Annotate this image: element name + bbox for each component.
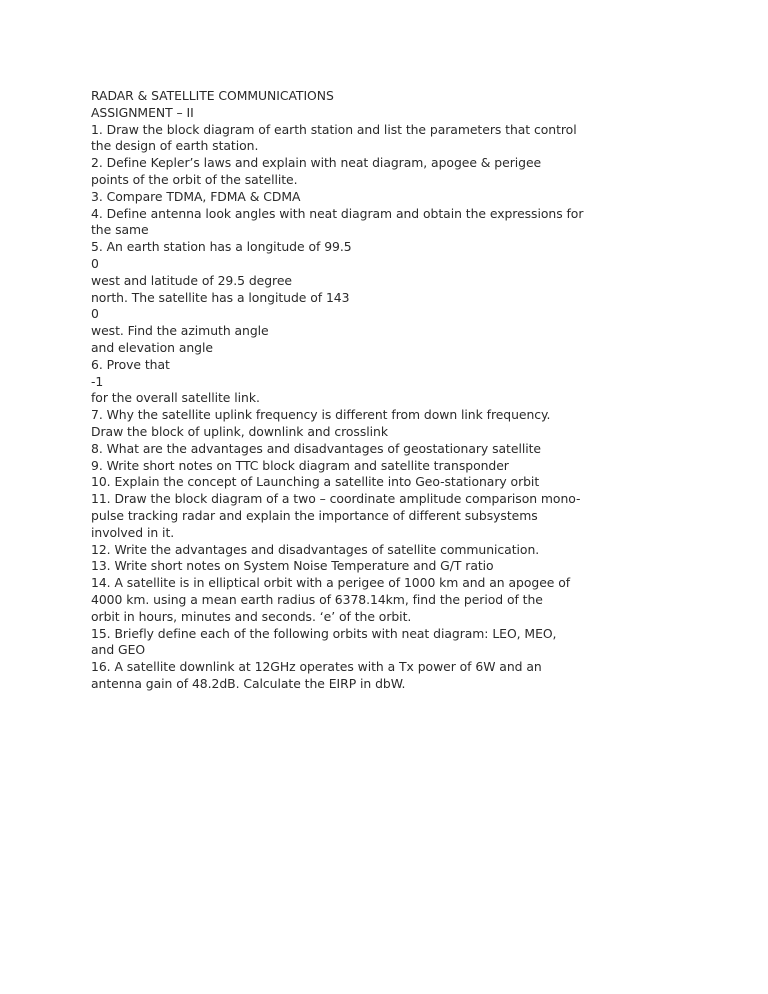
question-11-line-1: 11. Draw the block diagram of a two – coordinate amplitude comparison mono-: [91, 491, 581, 507]
question-5-line-6: west. Find the azimuth angle: [91, 323, 269, 339]
question-10: 10. Explain the concept of Launching a satellite into Geo-stationary orbit: [91, 474, 540, 490]
assignment-text: [91, 88, 611, 693]
question-5-line-5: 0: [91, 306, 99, 322]
question-14-line-1: 14. A satellite is in elliptical orbit with a perigee of 1000 km and an apogee of: [91, 575, 571, 591]
question-1-line-1: 1. Draw the block diagram of earth station and list the parameters that control: [91, 121, 577, 137]
question-12: 12. Write the advantages and disadvantages of satellite communication.: [91, 541, 540, 557]
question-14-line-2: 4000 km. using a mean earth radius of 6378.14km, find the period of the: [91, 591, 543, 607]
question-2-line-2: points of the orbit of the satellite.: [91, 171, 298, 187]
question-7-line-1: 7. Why the satellite uplink frequency is different from down link frequency.: [91, 407, 551, 423]
question-6-line-2: -1: [91, 373, 104, 389]
course-title: RADAR & SATELLITE COMMUNICATIONS: [91, 88, 334, 103]
question-5-line-2: 0: [91, 255, 99, 271]
assignment-heading: ASSIGNMENT – II: [91, 104, 194, 120]
question-11-line-3: involved in it.: [91, 524, 175, 540]
question-5-line-1: 5. An earth station has a longitude of 99.5: [91, 239, 352, 255]
question-5-line-4: north. The satellite has a longitude of 143: [91, 289, 350, 305]
question-16-line-1: 16. A satellite downlink at 12GHz operates with a Tx power of 6W and an: [91, 659, 542, 675]
question-7-line-2: Draw the block of uplink, downlink and crosslink: [91, 423, 388, 439]
question-5-line-7: and elevation angle: [91, 339, 213, 355]
question-11-line-2: pulse tracking radar and explain the importance of different subsystems: [91, 507, 538, 523]
question-6-line-1: 6. Prove that: [91, 356, 170, 372]
question-16-line-2: antenna gain of 48.2dB. Calculate the EIRP in dbW.: [91, 675, 406, 691]
question-13: 13. Write short notes on System Noise Temperature and G/T ratio: [91, 558, 494, 574]
question-15-line-2: and GEO: [91, 642, 146, 658]
question-5-line-3: west and latitude of 29.5 degree: [91, 272, 292, 288]
question-3: 3. Compare TDMA, FDMA & CDMA: [91, 188, 301, 204]
question-8: 8. What are the advantages and disadvantages of geostationary satellite: [91, 440, 541, 456]
question-6-line-3: for the overall satellite link.: [91, 390, 260, 406]
question-4-line-1: 4. Define antenna look angles with neat diagram and obtain the expressions for: [91, 205, 584, 221]
question-2-line-1: 2. Define Kepler’s laws and explain with neat diagram, apogee & perigee: [91, 155, 542, 171]
question-4-line-2: the same: [91, 222, 149, 238]
question-9: 9. Write short notes on TTC block diagram and satellite transponder: [91, 457, 509, 473]
question-1-line-2: the design of earth station.: [91, 138, 259, 154]
question-15-line-1: 15. Briefly define each of the following orbits with neat diagram: LEO, MEO,: [91, 625, 557, 641]
question-14-line-3: orbit in hours, minutes and seconds. ‘e’ of the orbit.: [91, 608, 412, 624]
